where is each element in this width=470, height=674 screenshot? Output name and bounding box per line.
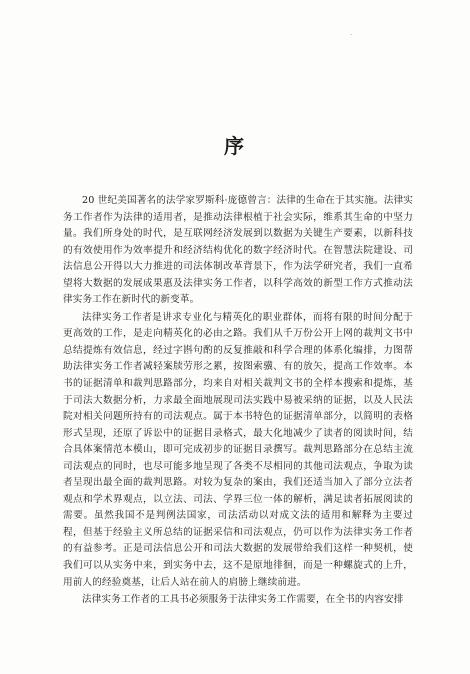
page-top-mark: · (350, 32, 352, 39)
preface-body (63, 193, 413, 610)
paragraph-3: 法律实务工作者的工具书必须服务于法律实务工作需要，在全书的内容安排 (82, 594, 404, 606)
page-title: 序 (224, 134, 246, 158)
paragraph-2: 法律实务工作者是讲求专业化与精英化的职业群体，而将有限的时间分配于更高效的工作，是走向精英化的必由之路。我们从千万份公开上网的裁判文书中总结提炼有效信息，经过字斟句酌的反复推敲和科学合理的体系化编排，力图帮助法律实务工作者减轻案牍劳形之累，按图索骥、有的放矢，提高工作效率。本书的证据清单和裁判思路部分，均来自对相关裁判文书的全样本搜索和提炼，基于司法大数据分析，力求最全面地展现司法实践中易被采纳的证据，以及人民法院对相关问题所持有的司法观点。属于本书特色的证据清单部分，以简明的表格形式呈现，还原了诉讼中的证据目录格式，最大化地减少了读者的阅读时间，结合具体案情范本模山，即可完成初步的证据目录撰写。裁判思路部分在总结主流司法观点的同时，也尽可能多地呈现了各类不尽相同的其他司法观点，争取为读者呈现出最全面的裁判思路。对较为复杂的案由，我们还适当加入了部分立法者观点和学术界观点，以立法、司法、学界三位一体的解析，满足读者拓展阅读的需要。虽然我国不是判例法国家，司法活动以对成文法的适用和解释为主要过程，但基于经验主义所总结的证据采信和司法观点，仍可以作为法律实务工作者的有益参考。正是司法信息公开和司法大数据的发展带给我们这样一种契机，使我们可以从实务中来，到实务中去，这不是原地徘徊，而是一种螺旋式的上升，用前人的经验奠基，让后人站在前人的肩膀上继续前进。 (63, 311, 413, 588)
paragraph-1: 20 世纪美国著名的法学家罗斯科·庞德曾言：法律的生命在于其实施。法律实务工作者作为法律的适用者，是推动法律根植于社会实际，维系其生命的中坚力量。我们所身处的时代，是互联网经济发展到以数据为关键生产要素，以新科技的有效使用作为效率提升和经济结构优化的数字经济时代。在智慧法院建设、司法信息公开得以大力推进的司法体制改革背景下，作为法学研究者，我们一直希望将大数据的发展成果惠及法律实务工作者，以科学高效的新型工作方式推动法律实务工作在新时代的新变革。 (63, 195, 413, 306)
